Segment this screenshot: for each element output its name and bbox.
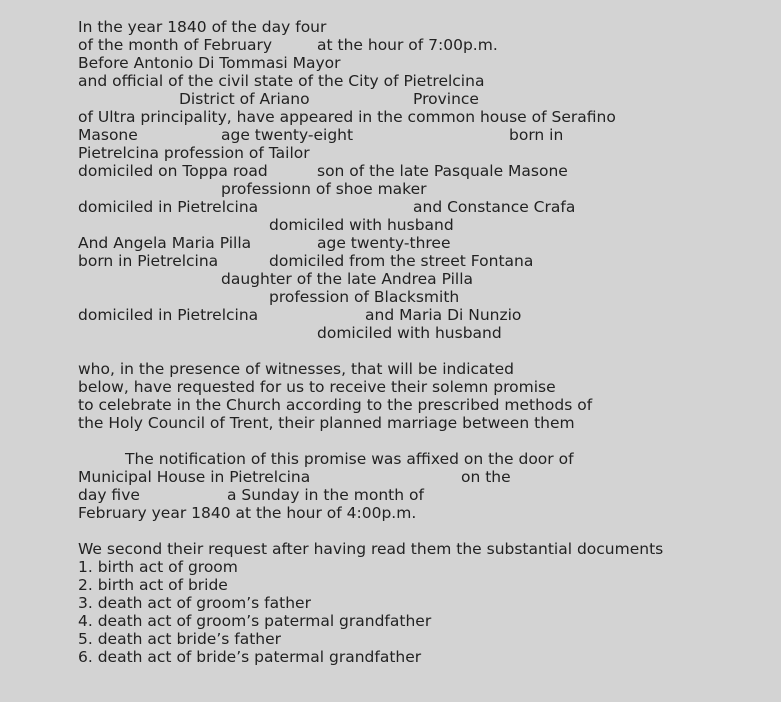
document-page: [78, 18, 768, 666]
record-text: daughter of the late Andrea Pilla: [221, 270, 473, 288]
notification-text: February year 1840 at the hour of 4:00p.m.: [78, 504, 417, 522]
record-line-4: [78, 72, 768, 90]
record-line-12: [78, 216, 768, 234]
document-item: [78, 648, 768, 666]
request-line-2: [78, 378, 768, 396]
record-text: born in Pietrelcina: [78, 252, 219, 270]
record-line-10: [78, 180, 768, 198]
record-text: professionn of shoe maker: [221, 180, 427, 198]
notification-text: Municipal House in Pietrelcina: [78, 468, 311, 486]
document-item-text: 5. death act bride’s father: [78, 630, 282, 648]
record-text: Pietrelcina profession of Tailor: [78, 144, 310, 162]
notification-text: The notification of this promise was affixed on the door of: [125, 450, 574, 468]
record-line-5: [78, 90, 768, 108]
record-text: District of Ariano: [179, 90, 310, 108]
document-item-text: 2. birth act of bride: [78, 576, 228, 594]
record-text: of Ultra principality, have appeared in the common house of Serafino: [78, 108, 616, 126]
request-text: to celebrate in the Church according to the prescribed methods of: [78, 396, 593, 414]
request-line-3: [78, 396, 768, 414]
record-text: domiciled with husband: [317, 324, 502, 342]
notification-line-2: [78, 468, 768, 486]
record-text: age twenty-eight: [221, 126, 354, 144]
notification-text: day five: [78, 486, 140, 504]
record-line-8: [78, 144, 768, 162]
notification-text: on the: [461, 468, 511, 486]
record-text: of the month of February: [78, 36, 273, 54]
record-text: at the hour of 7:00p.m.: [317, 36, 498, 54]
record-line-6: [78, 108, 768, 126]
record-line-1: [78, 18, 768, 36]
document-item: [78, 612, 768, 630]
documents-intro: [78, 540, 768, 558]
record-line-7: [78, 126, 768, 144]
document-item-text: 1. birth act of groom: [78, 558, 238, 576]
record-text: Masone: [78, 126, 138, 144]
record-text: and official of the civil state of the City of Pietrelcina: [78, 72, 485, 90]
record-line-16: [78, 288, 768, 306]
document-item: [78, 630, 768, 648]
record-line-9: [78, 162, 768, 180]
document-item: [78, 576, 768, 594]
record-text: domiciled on Toppa road: [78, 162, 268, 180]
request-line-4: [78, 414, 768, 432]
notification-line-4: [78, 504, 768, 522]
record-line-15: [78, 270, 768, 288]
record-text: Before Antonio Di Tommasi Mayor: [78, 54, 341, 72]
record-text: Province: [413, 90, 479, 108]
record-text: In the year 1840 of the day four: [78, 18, 327, 36]
record-text: And Angela Maria Pilla: [78, 234, 252, 252]
record-line-13: [78, 234, 768, 252]
record-line-14: [78, 252, 768, 270]
request-text: who, in the presence of witnesses, that will be indicated: [78, 360, 514, 378]
notification-text: a Sunday in the month of: [227, 486, 424, 504]
record-text: domiciled in Pietrelcina: [78, 306, 259, 324]
document-item-text: 3. death act of groom’s father: [78, 594, 311, 612]
documents-intro-text: We second their request after having read them the substantial documents: [78, 540, 664, 558]
record-text: domiciled with husband: [269, 216, 454, 234]
record-line-17: [78, 306, 768, 324]
record-text: age twenty-three: [317, 234, 451, 252]
record-text: born in: [509, 126, 564, 144]
paragraph-gap: [78, 342, 768, 360]
document-item: [78, 594, 768, 612]
record-line-18: [78, 324, 768, 342]
request-line-1: [78, 360, 768, 378]
record-text: son of the late Pasquale Masone: [317, 162, 568, 180]
paragraph-gap: [78, 522, 768, 540]
record-text: profession of Blacksmith: [269, 288, 460, 306]
document-item-text: 6. death act of bride’s patermal grandfather: [78, 648, 422, 666]
notification-line-3: [78, 486, 768, 504]
record-line-11: [78, 198, 768, 216]
paragraph-gap: [78, 432, 768, 450]
record-text: domiciled from the street Fontana: [269, 252, 534, 270]
record-line-2: [78, 36, 768, 54]
record-text: and Constance Crafa: [413, 198, 576, 216]
record-line-3: [78, 54, 768, 72]
document-item: [78, 558, 768, 576]
record-text: and Maria Di Nunzio: [365, 306, 522, 324]
notification-line-1: [78, 450, 768, 468]
document-item-text: 4. death act of groom’s patermal grandfather: [78, 612, 432, 630]
request-text: below, have requested for us to receive their solemn promise: [78, 378, 556, 396]
record-text: domiciled in Pietrelcina: [78, 198, 259, 216]
request-text: the Holy Council of Trent, their planned marriage between them: [78, 414, 575, 432]
